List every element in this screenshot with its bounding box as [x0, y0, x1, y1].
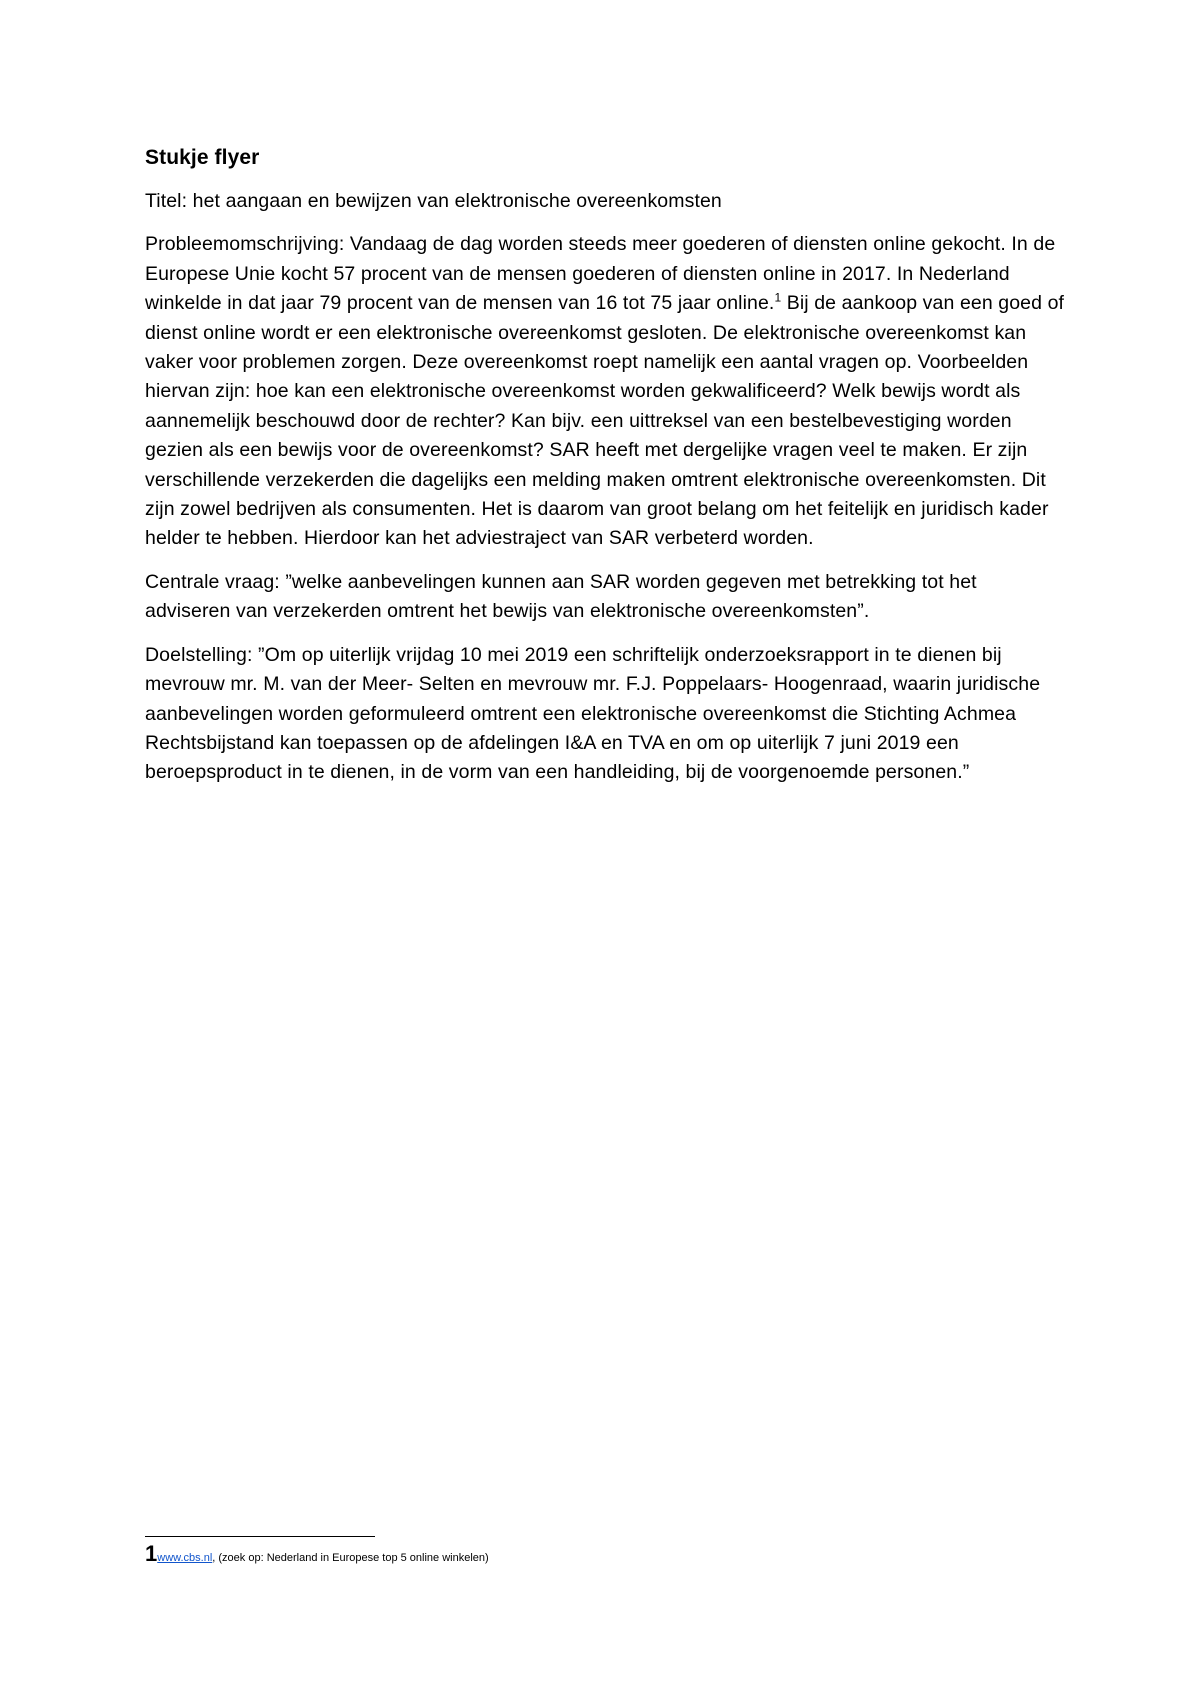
problem-text-part1: Probleemomschrijving: Vandaag de dag worden steeds meer goederen of diensten online gekocht. In de Europese Unie kocht 57 procent van de mensen goederen of diensten online in 2017. In Nederland winkelde in dat jaar 79 procent van de mensen van 16 tot 75 jaar online.	[145, 233, 1056, 315]
footnote	[145, 1543, 1065, 1569]
document-heading: Stukje flyer	[145, 146, 260, 169]
footnote-text: , (zoek op: Nederland in Europese top 5 online winkelen)	[212, 1552, 489, 1564]
footnote-number: 1	[145, 1541, 158, 1566]
problem-text-part2: Bij de aankoop van een goed of dienst online wordt er een elektronische overeenkomst gesloten. De elektronische overeenkomst kan vaker voor problemen zorgen. Deze overeenkomst roept namelijk een aantal vragen op. Voorbeelden hiervan zijn: hoe kan een elektronische overeenkomst worden gekwalificeerd? Welk bewijs wordt als aannemelijk beschouwd door de rechter? Kan bijv. een uittreksel van een bestelbevestiging worden gezien als een bewijs voor de overeenkomst? SAR heeft met dergelijke vragen veel te maken. Er zijn verschillende verzekerden die dagelijks een melding maken omtrent elektronische overeenkomsten. Dit zijn zowel bedrijven als consumenten. Het is daarom van groot belang om het feitelijk en juridisch kader helder te hebben. Hierdoor kan het adviestraject van SAR verbeterd worden.	[145, 292, 1065, 550]
central-question: Centrale vraag: ”welke aanbevelingen kunnen aan SAR worden gegeven met betrekking tot het adviseren van verzekerden omtrent het bewijs van elektronische overeenkomsten”.	[145, 570, 977, 623]
objective: Doelstelling: ”Om op uiterlijk vrijdag 10 mei 2019 een schriftelijk onderzoeksrapport in te dienen bij mevrouw mr. M. van der Meer- Selten en mevrouw mr. F.J. Poppelaars- Hoogenraad, waarin juridische aanbevelingen worden geformuleerd omtrent een elektronische overeenkomst die Stichting Achmea Rechtsbijstand kan toepassen op de afdelingen I&A en TVA en om op uiterlijk 7 juni 2019 een beroepsproduct in te dienen, in de vorm van een handleiding, bij de voorgenoemde personen.”	[145, 643, 1041, 784]
document-body	[145, 143, 1065, 802]
footnote-separator	[145, 1536, 375, 1537]
footnote-reference[interactable]: 1	[774, 290, 782, 305]
footnote-link[interactable]: www.cbs.nl	[157, 1552, 213, 1564]
problem-description	[145, 230, 1065, 553]
title-line: Titel: het aangaan en bewijzen van elektronische overeenkomsten	[145, 190, 722, 212]
